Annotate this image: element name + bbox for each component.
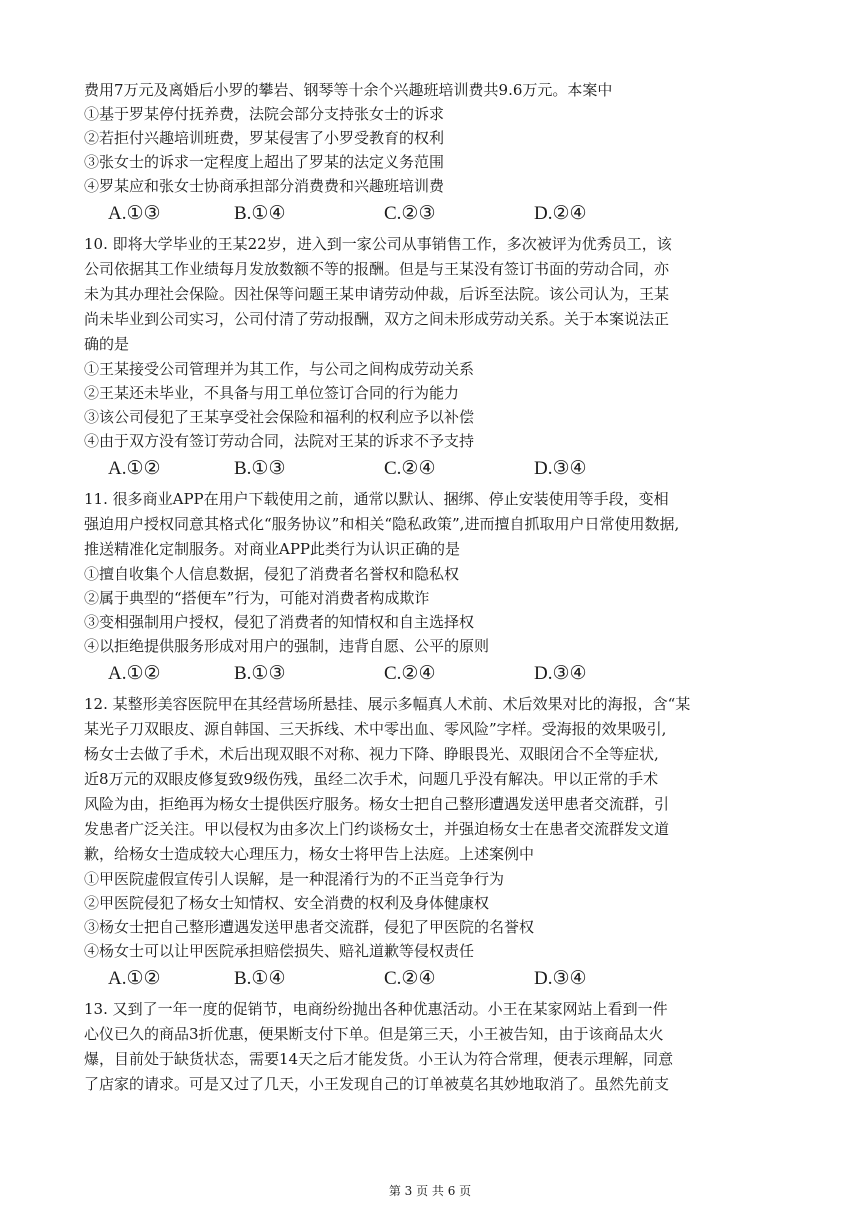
stem-line: 歉，给杨女士造成较大心理压力，杨女士将甲告上法庭。上述案例中 bbox=[84, 845, 535, 863]
answer-d: D.②④ bbox=[534, 202, 587, 224]
answer-b: B.①④ bbox=[234, 967, 286, 989]
page-footer: 第 3 页 共 6 页 bbox=[388, 1184, 472, 1198]
question-9 bbox=[84, 78, 784, 228]
question-11-option: ④以拒绝提供服务形成对用户的强制，违背自愿、公平的原则 bbox=[84, 637, 490, 655]
question-10-answers bbox=[84, 453, 784, 483]
question-13-stem bbox=[84, 997, 784, 1097]
exam-page bbox=[84, 78, 784, 1097]
stem-line: 发患者广泛关注。甲以侵权为由多次上门约谈杨女士，并强迫杨女士在患者交流群发文道 bbox=[84, 820, 670, 838]
stem-line: 尚未毕业到公司实习，公司付清了劳动报酬，双方之间未形成劳动关系。关于本案说法正 bbox=[84, 310, 670, 328]
question-11-option: ①擅自收集个人信息数据，侵犯了消费者名誉权和隐私权 bbox=[84, 565, 460, 583]
question-9-option: ③张女士的诉求一定程度上超出了罗某的法定义务范围 bbox=[84, 153, 445, 171]
question-12-option: ④杨女士可以让甲医院承担赔偿损失、赔礼道歉等侵权责任 bbox=[84, 942, 475, 960]
stem-line: 了店家的请求。可是又过了几天，小王发现自己的订单被莫名其妙地取消了。虽然先前支 bbox=[84, 1075, 670, 1093]
answer-a: A.①② bbox=[108, 457, 161, 479]
stem-line: 12. 某整形美容医院甲在其经营场所悬挂、展示多幅真人术前、术后效果对比的海报，含“某 bbox=[84, 695, 691, 713]
stem-line: 确的是 bbox=[84, 335, 130, 353]
question-10-option: ③该公司侵犯了王某享受社会保险和福利的权利应予以补偿 bbox=[84, 408, 475, 426]
question-12-option: ③杨女士把自己整形遭遇发送甲患者交流群，侵犯了甲医院的名誉权 bbox=[84, 918, 535, 936]
stem-line: 杨女士去做了手术，术后出现双眼不对称、视力下降、睁眼畏光、双眼闭合不全等症状, bbox=[84, 745, 659, 763]
answer-a: A.①② bbox=[108, 967, 161, 989]
question-12-option: ②甲医院侵犯了杨女士知情权、安全消费的权利及身体健康权 bbox=[84, 894, 490, 912]
question-12 bbox=[84, 692, 784, 993]
question-10-option: ②王某还未毕业，不具备与用工单位签订合同的行为能力 bbox=[84, 384, 460, 402]
question-11-stem bbox=[84, 487, 784, 562]
question-9-continuation: 费用7万元及离婚后小罗的攀岩、钢琴等十余个兴趣班培训费共9.6万元。本案中 bbox=[84, 81, 613, 99]
question-9-option: ②若拒付兴趣培训班费，罗某侵害了小罗受教育的权利 bbox=[84, 129, 445, 147]
question-10-stem bbox=[84, 232, 784, 357]
stem-line: 爆，目前处于缺货状态，需要14天之后才能发货。小王认为符合常理，便表示理解，同意 bbox=[84, 1050, 674, 1068]
question-9-option: ①基于罗某停付抚养费，法院会部分支持张女士的诉求 bbox=[84, 105, 445, 123]
stem-line: 10. 即将大学毕业的王某22岁，进入到一家公司从事销售工作，多次被评为优秀员工，该 bbox=[84, 235, 672, 253]
question-11 bbox=[84, 487, 784, 688]
answer-d: D.③④ bbox=[534, 967, 587, 989]
answer-b: B.①③ bbox=[234, 662, 286, 684]
answer-c: C.②④ bbox=[384, 457, 436, 479]
stem-line: 某光子刀双眼皮、源自韩国、三天拆线、术中零出血、零风险”字样。受海报的效果吸引, bbox=[84, 720, 667, 738]
question-12-option: ①甲医院虚假宣传引人误解，是一种混淆行为的不正当竞争行为 bbox=[84, 870, 505, 888]
answer-d: D.③④ bbox=[534, 662, 587, 684]
question-9-option: ④罗某应和张女士协商承担部分消费费和兴趣班培训费 bbox=[84, 177, 445, 195]
stem-line: 强迫用户授权同意其格式化“服务协议”和相关“隐私政策”,进而擅自抓取用户日常使用数据, bbox=[84, 515, 680, 533]
stem-line: 近8万元的双眼皮修复致9级伤残，虽经二次手术，问题几乎没有解决。甲以正常的手术 bbox=[84, 770, 659, 788]
stem-line: 未为其办理社会保险。因社保等问题王某申请劳动仲裁，后诉至法院。该公司认为，王某 bbox=[84, 285, 670, 303]
answer-a: A.①③ bbox=[108, 202, 161, 224]
question-12-stem bbox=[84, 692, 784, 867]
stem-line: 13. 又到了一年一度的促销节，电商纷纷抛出各种优惠活动。小王在某家网站上看到一件 bbox=[84, 1000, 668, 1018]
answer-d: D.③④ bbox=[534, 457, 587, 479]
stem-line: 推送精准化定制服务。对商业APP此类行为认识正确的是 bbox=[84, 540, 461, 558]
question-12-answers bbox=[84, 963, 784, 993]
answer-c: C.②④ bbox=[384, 662, 436, 684]
question-10-option: ①王某接受公司管理并为其工作，与公司之间构成劳动关系 bbox=[84, 360, 475, 378]
question-10-option: ④由于双方没有签订劳动合同，法院对王某的诉求不予支持 bbox=[84, 432, 475, 450]
stem-line: 风险为由，拒绝再为杨女士提供医疗服务。杨女士把自己整形遭遇发送甲患者交流群，引 bbox=[84, 795, 670, 813]
question-9-answers bbox=[84, 198, 784, 228]
answer-c: C.②④ bbox=[384, 967, 436, 989]
question-11-option: ②属于典型的“搭便车”行为，可能对消费者构成欺诈 bbox=[84, 589, 430, 607]
answer-b: B.①③ bbox=[234, 457, 286, 479]
question-11-option: ③变相强制用户授权，侵犯了消费者的知情权和自主选择权 bbox=[84, 613, 475, 631]
question-13 bbox=[84, 997, 784, 1097]
question-11-answers bbox=[84, 658, 784, 688]
answer-c: C.②③ bbox=[384, 202, 436, 224]
stem-line: 心仪已久的商品3折优惠，便果断支付下单。但是第三天，小王被告知，由于该商品太火 bbox=[84, 1025, 664, 1043]
question-10 bbox=[84, 232, 784, 483]
answer-a: A.①② bbox=[108, 662, 161, 684]
stem-line: 公司依据其工作业绩每月发放数额不等的报酬。但是与王某没有签订书面的劳动合同，亦 bbox=[84, 260, 670, 278]
answer-b: B.①④ bbox=[234, 202, 286, 224]
stem-line: 11. 很多商业APP在用户下载使用之前，通常以默认、捆绑、停止安装使用等手段，变相 bbox=[84, 490, 669, 508]
